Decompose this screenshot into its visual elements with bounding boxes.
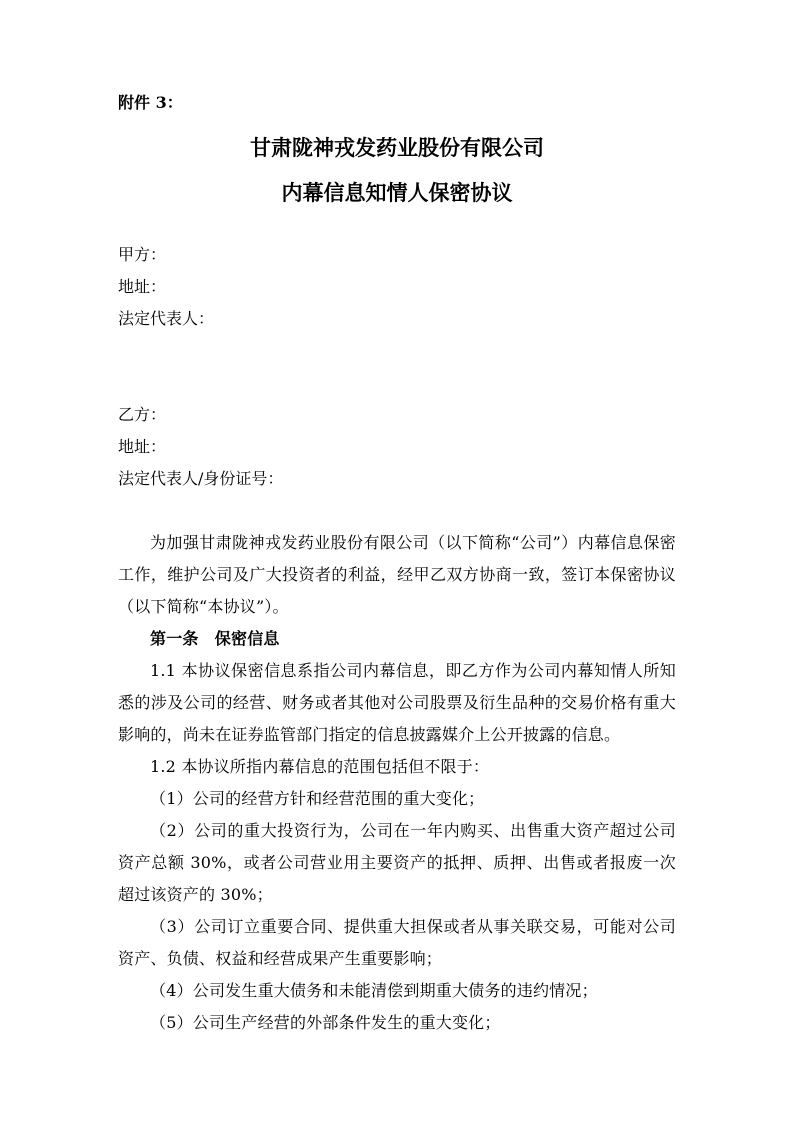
document-subtitle: 内幕信息知情人保密协议: [281, 180, 513, 205]
party-a-name-label: 甲方：: [118, 245, 167, 264]
party-a-representative-label: 法定代表人：: [118, 309, 215, 328]
clause-1-2: 1.2 本协议所指内幕信息的范围包括但不限于：: [150, 757, 490, 776]
party-b-address-label: 地址：: [118, 437, 167, 456]
list-item-2: （2）公司的重大投资行为，公司在一年内购买、出售重大资产超过公司资产总额 30%，或者公司营业用主要资产的抵押、质押、出售或者报废一次超过该资产的 30%；: [118, 821, 676, 904]
intro-paragraph: 为加强甘肃陇神戎发药业股份有限公司（以下简称“公司”）内幕信息保密工作，维护公司及广大投资者的利益，经甲乙双方协商一致，签订本保密协议（以下简称“本协议”）。: [118, 533, 676, 616]
agreement-body: [118, 527, 676, 1039]
document-title: 甘肃陇神戎发药业股份有限公司: [250, 135, 544, 160]
party-a-address-label: 地址：: [118, 277, 167, 296]
list-item-4: （4）公司发生重大债务和未能清偿到期重大债务的违约情况；: [150, 981, 598, 1000]
list-item-3: （3）公司订立重要合同、提供重大担保或者从事关联交易，可能对公司资产、负债、权益和经营成果产生重要影响；: [118, 917, 676, 968]
party-a-block: [118, 239, 676, 335]
party-b-representative-label: 法定代表人/身份证号：: [118, 469, 284, 488]
list-item-1: （1）公司的经营方针和经营范围的重大变化；: [150, 789, 485, 808]
attachment-label: 附件 3：: [118, 93, 183, 112]
party-b-name-label: 乙方：: [118, 405, 167, 424]
clause-1-1: 1.1 本协议保密信息系指公司内幕信息，即乙方作为公司内幕知情人所知悉的涉及公司的经营、财务或者其他对公司股票及衍生品种的交易价格有重大影响的，尚未在证券监管部门指定的信息披露媒介上公开披露的信息。: [118, 661, 676, 744]
list-item-5: （5）公司生产经营的外部条件发生的重大变化；: [150, 1013, 501, 1032]
party-b-block: [118, 399, 676, 495]
article-1-heading: 第一条 保密信息: [150, 629, 280, 648]
